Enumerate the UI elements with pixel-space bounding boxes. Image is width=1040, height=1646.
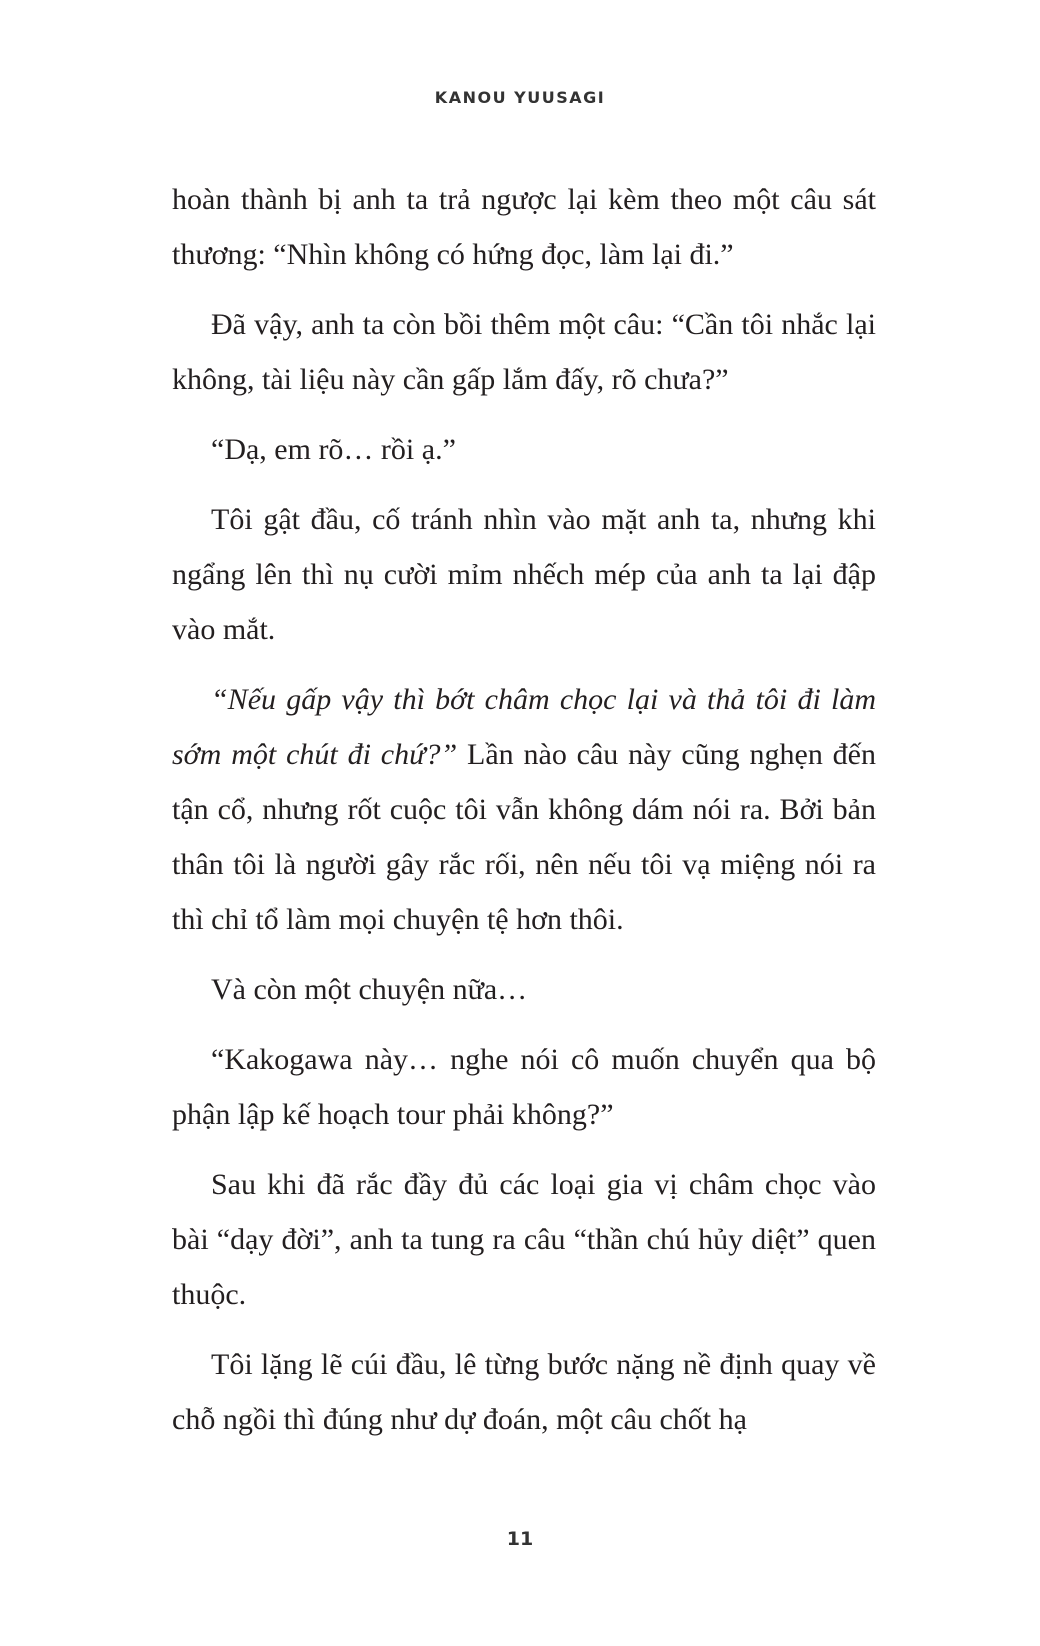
paragraph: Tôi gật đầu, cố tránh nhìn vào mặt anh ta, nhưng khi ngẩng lên thì nụ cười mỉm nhếch mép của anh ta lại đập vào mắt.: [172, 503, 876, 646]
paragraph: Đã vậy, anh ta còn bồi thêm một câu: “Cần tôi nhắc lại không, tài liệu này cần gấp lắm đấy, rõ chưa?”: [172, 308, 876, 396]
paragraph: [172, 672, 876, 947]
paragraph: “Dạ, em rõ… rồi ạ.”: [211, 433, 456, 466]
body-text: [172, 172, 876, 1462]
paragraph: “Kakogawa này… nghe nói cô muốn chuyển qua bộ phận lập kế hoạch tour phải không?”: [172, 1043, 876, 1131]
paragraph: hoàn thành bị anh ta trả ngược lại kèm theo một câu sát thương: “Nhìn không có hứng đọc, làm lại đi.”: [172, 183, 876, 271]
paragraph: Sau khi đã rắc đầy đủ các loại gia vị châm chọc vào bài “dạy đời”, anh ta tung ra câu “thần chú hủy diệt” quen thuộc.: [172, 1168, 876, 1311]
italic-thought: “Nếu gấp vậy thì bớt châm chọc lại và thả tôi đi làm sớm một chút đi chứ?”: [172, 683, 876, 771]
page-number: 11: [506, 1528, 534, 1550]
paragraph: Và còn một chuyện nữa…: [211, 973, 528, 1006]
paragraph-text: Lần nào câu này cũng nghẹn đến tận cổ, nhưng rốt cuộc tôi vẫn không dám nói ra. Bởi bản thân tôi là người gây rắc rối, nên nếu tôi vạ miệng nói ra thì chỉ tổ làm mọi chuyện tệ hơn thôi.: [172, 738, 876, 936]
paragraph: Tôi lặng lẽ cúi đầu, lê từng bước nặng nề định quay về chỗ ngồi thì đúng như dự đoán, một câu chốt hạ: [172, 1348, 876, 1436]
running-head: KANOU YUUSAGI: [434, 88, 606, 107]
